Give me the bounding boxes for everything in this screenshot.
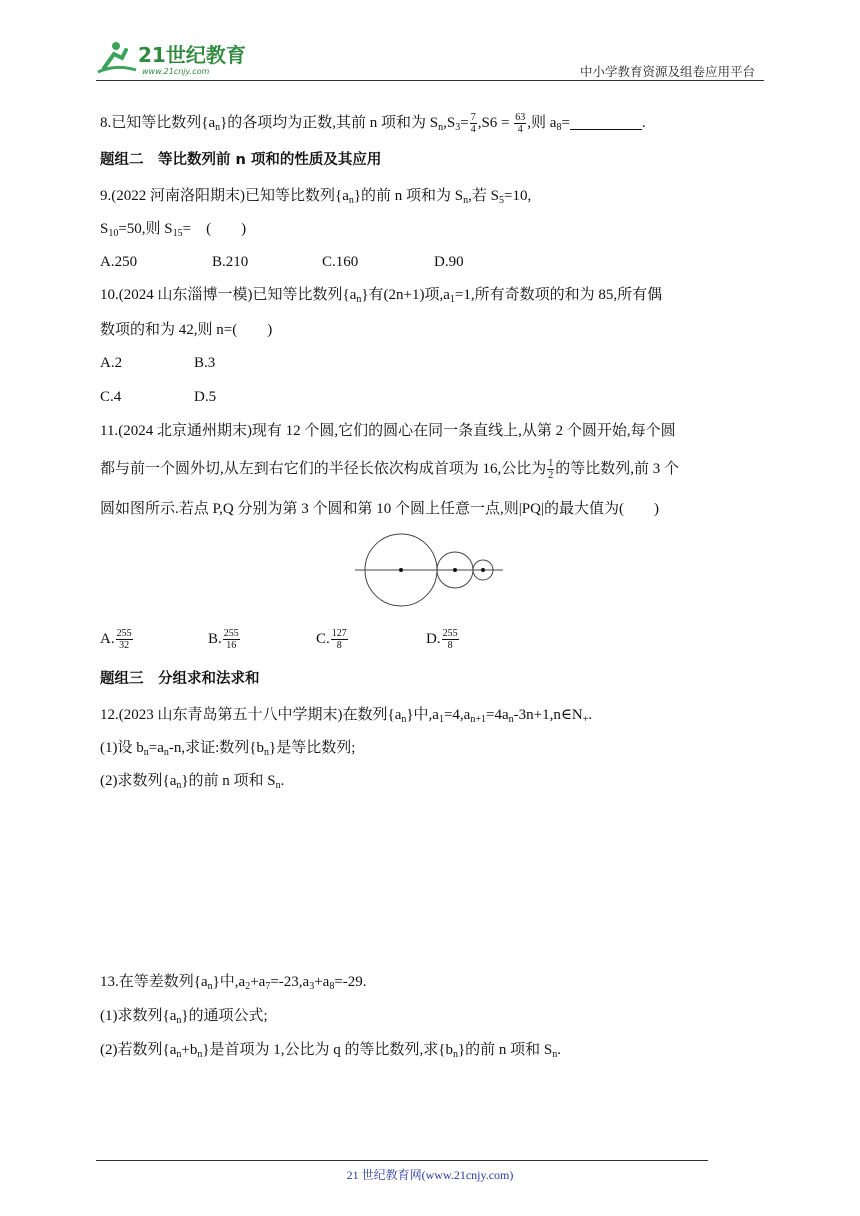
answer-blank: [570, 115, 642, 130]
question-10-options-row-1: [100, 353, 215, 373]
option-a[interactable]: A.2: [100, 355, 123, 371]
header-divider: [96, 80, 764, 81]
option-b[interactable]: B. $\frac{255}{16}$: [208, 628, 239, 651]
question-11-line-1: 11.(2024 北京通州期末)现有 12 个圆,它们的圆心在同一条直线上,从第 2 个圆开始,每个圆: [100, 423, 676, 439]
question-9-options: [100, 252, 464, 272]
fraction: $\frac{63}{4}$: [515, 112, 526, 135]
question-13-line-1: 13.在等差数列$\{a_n\}$中$,a_2+a_7=-23,a_3+a_8=-29$.: [100, 974, 367, 992]
option-c[interactable]: C.160: [322, 254, 359, 270]
option-b[interactable]: B.3: [194, 355, 216, 371]
question-8: 8.已知等比数列$\{a_n\}$的各项均为正数,其前 n 项和为 $S_n,S_3=$ $\frac{7}{4}$ ,S6 = $\frac{63}{4}$ ,则 $a_8=$ .: [100, 112, 646, 135]
option-d[interactable]: D.90: [434, 254, 464, 270]
question-12-part-1: (1)设 $b_n=a_n-n$,求证:数列$\{b_n\}$是等比数列;: [100, 740, 356, 758]
group-3-title: 题组三 分组求和法求和: [100, 671, 260, 687]
question-10-line-2: 数项的和为 42,则 n=( ): [100, 322, 273, 338]
question-11-line-2: 都与前一个圆外切,从左到右它们的半径长依次构成首项为 16,公比为 $\frac{1}{2}$ 的等比数列,前 3 个: [100, 458, 680, 481]
question-9-line-2: $S_{10}=50$,则 $S_{15}=$ ( ): [100, 221, 247, 239]
option-c[interactable]: C.4: [100, 389, 122, 405]
option-a[interactable]: A. $\frac{255}{32}$: [100, 628, 132, 651]
group-2-title: 题组二 等比数列前 n 项和的性质及其应用: [100, 152, 382, 168]
option-a[interactable]: A.250: [100, 254, 138, 270]
option-c[interactable]: C. $\frac{127}{8}$: [316, 628, 347, 651]
fraction: $\frac{7}{4}$: [470, 112, 476, 135]
question-11-line-3: 圆如图所示.若点 P,Q 分别为第 3 个圆和第 10 个圆上任意一点,则|PQ|的最大值为( ): [100, 501, 659, 517]
question-9-line-1: 9.(2022 河南洛阳期末)已知等比数列$\{a_n\}$的前 n 项和为 $S_n$,若 $S_5=10$,: [100, 188, 532, 206]
option-d[interactable]: D.5: [194, 389, 217, 405]
header-site-name: 中小学教育资源及组卷应用平台: [579, 64, 755, 79]
circles-figure: [355, 532, 505, 615]
footer-link[interactable]: 21 世纪教育网(www.21cnjy.com): [346, 1168, 514, 1182]
option-b[interactable]: B.210: [212, 254, 249, 270]
question-12-part-2: (2)求数列$\{a_n\}$的前 n 项和 $S_n$.: [100, 773, 285, 791]
question-11-options: [100, 628, 460, 654]
fraction: $\frac{1}{2}$: [548, 458, 554, 481]
svg-text:21世纪教育: 21世纪教育: [138, 43, 246, 67]
question-13-part-1: (1)求数列$\{a_n\}$的通项公式;: [100, 1008, 268, 1026]
question-10-options-row-2: [100, 387, 216, 407]
svg-text:www.21cnjy.com: www.21cnjy.com: [142, 67, 210, 76]
footer-divider: [96, 1160, 708, 1161]
site-logo: [96, 38, 266, 78]
question-12-line-1: 12.(2023 山东青岛第五十八中学期末)在数列$\{a_n\}$中$,a_1=4,a_{n+1}=4a_n-3n+1,n\in N_+$.: [100, 707, 593, 725]
question-10-line-1: 10.(2024 山东淄博一模)已知等比数列$\{a_n\}$有(2n+1)项$,a_1=1$,所有奇数项的和为 85,所有偶: [100, 287, 663, 305]
question-13-part-2: (2)若数列$\{a_n+b_n\}$是首项为 1,公比为 q 的等比数列,求$\{b_n\}$的前 n 项和 $S_n$.: [100, 1042, 562, 1060]
option-d[interactable]: D. $\frac{255}{8}$: [426, 628, 458, 651]
